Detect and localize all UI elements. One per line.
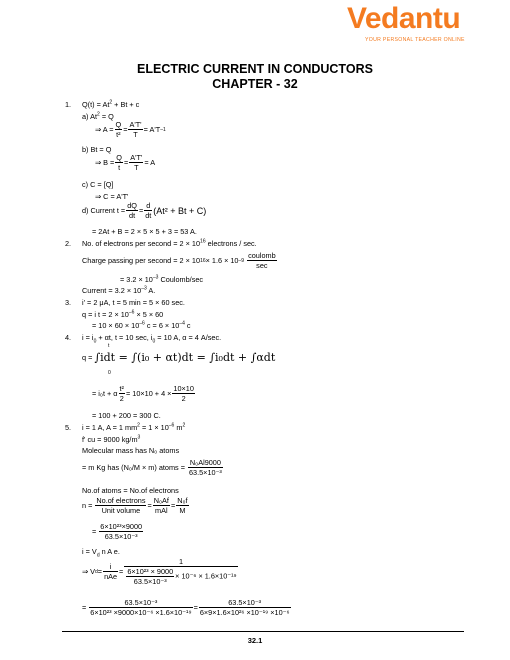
- page-title: ELECTRIC CURRENT IN CONDUCTORS: [137, 62, 373, 76]
- q5-line3: Molecular mass has N₀ atoms: [82, 446, 180, 455]
- q5-line7: = $\frac{\text{6×10²³×9000}}{\text{63.5×10⁻³}}$: [92, 522, 143, 541]
- q3-line2: q = i $t = 2 \times 10^{-6} \times 5 \times 60$: [82, 309, 164, 319]
- brand-name: Vedantu: [347, 2, 461, 35]
- q1-part-d: d) Current t = $\frac{dQ}{dt}$ = $\frac{d}{dt}$ (At² + Bt + C): [82, 201, 207, 220]
- item-number-4: 4.: [65, 333, 72, 342]
- q1-c-result: ⇒ C = A'T': [95, 192, 129, 201]
- q1-part-c: c) C = [Q]: [82, 180, 114, 189]
- q1-a-derivation: ⇒ A = $\frac{Q}{\text{t²}}$ = $\frac{A'T'}{T}$ = A'T –1: [95, 120, 166, 139]
- q5-line5: No.of atoms = No.of electrons: [82, 486, 179, 495]
- footer-divider: [62, 631, 464, 632]
- q5-line6: n = $\frac{\text{No.of electrons}}{\text{Unit volume}}$ = $\frac{\text{N₀Af}}{\text{mAl}}$ = $\frac{\text{N₀f}}{M}$: [82, 496, 188, 515]
- q5-line8: $i = V_d$ n A e.: [82, 547, 120, 559]
- q3-line1: i' = 2 μA, t = 5 min = 5 × 60 sec.: [82, 298, 185, 307]
- q2-line2: Charge passing per second = 2 × 10 16 × 1.6 × 10 –9 $\frac{\text{coulomb}}{\sec}$: [82, 251, 276, 270]
- q1-expression: $Q(t) = At^2 + Bt + c$: [82, 99, 140, 109]
- q5-line2: f' cu = 9000 $kg/m^3$: [82, 434, 141, 444]
- item-number-1: 1.: [65, 100, 72, 109]
- q2-line4: Current = $3.2 \times 10^{-3}$ A.: [82, 285, 156, 295]
- vedantu-logo: [347, 4, 487, 46]
- q4-line1: $i = i_0 + \alpha t$, t = 10 sec, $i_0 = 10$ A, α = 4 A/sec.: [82, 333, 222, 345]
- page-number: 32.1: [247, 636, 263, 645]
- q1-d-result: = 2At + B = 2 × 5 × 5 + 3 = 53 A.: [92, 227, 197, 236]
- chapter-title: CHAPTER - 32: [212, 77, 298, 91]
- q5-line1: i = 1 A, A = 1 $mm^2 = 1 \times 10^{-6}$ $m^2$: [82, 422, 186, 432]
- item-number-5: 5.: [65, 423, 72, 432]
- q4-upper-limits: t: [108, 343, 110, 349]
- q1-part-b: b) Bt = Q: [82, 145, 112, 154]
- q4-final: = 100 + 200 = 300 C.: [92, 411, 161, 420]
- q4-integral: q = ∫idt = ∫(i₀ + αt)dt = ∫i₀dt + ∫αdt: [82, 351, 276, 364]
- q1-part-a: a) $At^2 = Q$: [82, 111, 114, 121]
- q4-lower-limits: 0: [108, 370, 111, 376]
- q4-result: = i₀t + α $\frac{\text{t²}}{2}$ = 10×10 + 4 × $\frac{10\times 10}{2}$: [92, 384, 194, 403]
- brand-tagline: YOUR PERSONAL TEACHER ONLINE: [365, 37, 465, 43]
- q5-line4: = m Kg has (N₀/M × m) atoms = $\frac{\text{N₀Al9000}}{\text{63.5×10⁻³}}$: [82, 458, 222, 477]
- item-number-3: 3.: [65, 298, 72, 307]
- q5-line10: = $\frac{\text{63.5×10⁻³}}{\text{6×10²³ ×9000×10⁻⁶ ×1.6×10⁻¹⁹}}$ = $\frac{\text{63.5×10⁻³}}{\text{6×9×1.6×10²⁶ ×10⁻¹⁹ ×10⁻⁶}}$: [82, 598, 290, 617]
- q3-line3: = $10 \times 60 \times 10^{-6}$ $c = 6 \times 10^{-4}$ c: [92, 320, 191, 330]
- item-number-2: 2.: [65, 239, 72, 248]
- q2-line3: = $3.2 \times 10^{-3}$ Coulomb/sec: [120, 274, 204, 284]
- q1-b-derivation: ⇒ B = $\frac{Q}{t}$ = $\frac{A'T'}{T}$ = A: [95, 153, 156, 172]
- q2-line1: No. of electrons per second = $2 \times 10^{16}$ electrons / sec.: [82, 238, 257, 248]
- q5-line9: ⇒ V d = $\frac{i}{\text{nAe}}$ = 1 $\frac{\text{6×10²³ × 9000}}{\text{63.5×10⁻³}}$ × 10⁻⁶ × 1.6×10⁻¹⁹: [82, 557, 237, 586]
